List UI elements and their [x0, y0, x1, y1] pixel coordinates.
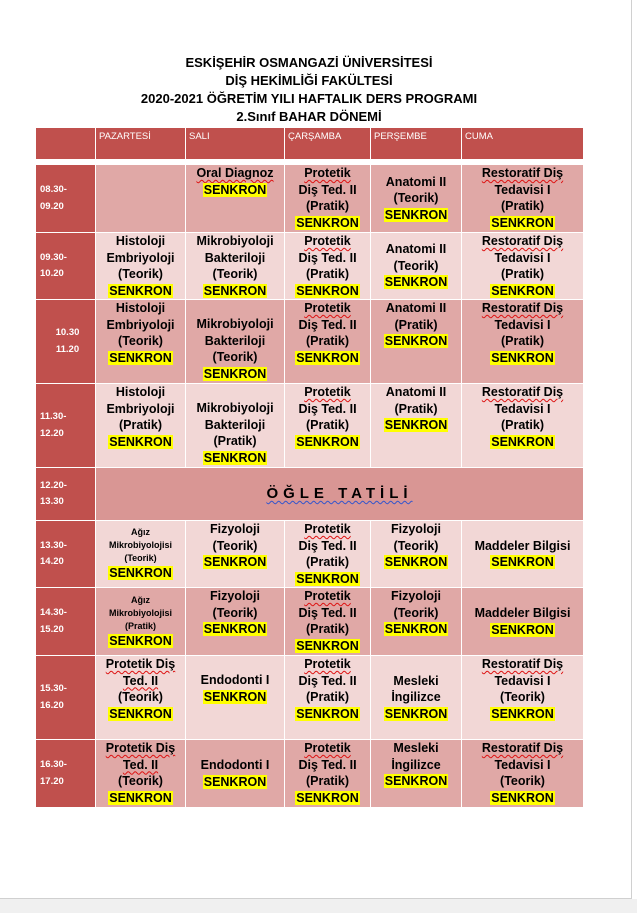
- course-line: (Pratik): [500, 199, 545, 213]
- course-line: Fizyoloji: [210, 522, 260, 536]
- course-line: Tedavisi I: [494, 182, 551, 197]
- senkron-badge: SENKRON: [296, 706, 359, 721]
- course-line: (Teorik): [393, 538, 439, 553]
- course-cell: [371, 656, 462, 740]
- senkron-badge: SENKRON: [491, 622, 554, 637]
- course-line: (Pratik): [305, 774, 350, 788]
- time-slot: 15.30- 16.20: [36, 656, 96, 740]
- day-header-cuma: CUMA: [462, 128, 584, 160]
- course-line: (Teorik): [212, 350, 258, 364]
- course-line: Maddeler Bilgisi: [474, 606, 571, 620]
- corner-cell: [36, 128, 96, 160]
- course-line: (Teorik): [212, 605, 258, 620]
- senkron-badge: SENKRON: [296, 434, 359, 449]
- senkron-badge: SENKRON: [296, 571, 359, 586]
- course-line: (Teorik): [500, 690, 545, 704]
- course-line: (Teorik): [393, 605, 439, 620]
- senkron-badge: SENKRON: [109, 790, 172, 805]
- course-cell: [371, 165, 462, 233]
- course-line: (Pratik): [394, 317, 438, 332]
- course-line: Mesleki: [393, 673, 439, 688]
- senkron-badge: SENKRON: [296, 638, 359, 653]
- senkron-badge: SENKRON: [203, 774, 267, 789]
- course-line: (Pratik): [213, 434, 257, 448]
- course-cell: [285, 656, 371, 740]
- course-line: (Pratik): [500, 418, 545, 432]
- course-line: Tedavisi I: [494, 757, 551, 772]
- course-cell: [186, 300, 285, 384]
- course-line: Mikrobiyolojisi: [108, 540, 172, 551]
- course-line: Fizyoloji: [391, 522, 441, 536]
- course-cell: [186, 233, 285, 300]
- course-cell: [186, 384, 285, 468]
- course-line: Anatomi II: [385, 385, 447, 399]
- course-line: Ted. II: [122, 757, 159, 772]
- course-line: İngilizce: [391, 757, 441, 772]
- course-line: Bakteriloji: [204, 333, 266, 348]
- course-line: Embriyoloji: [106, 250, 175, 265]
- course-line: Protetik: [304, 385, 351, 399]
- senkron-badge: SENKRON: [203, 689, 267, 704]
- senkron-badge: SENKRON: [491, 555, 554, 569]
- course-cell: [462, 300, 584, 384]
- course-line: Embriyoloji: [106, 317, 175, 332]
- senkron-badge: SENKRON: [296, 283, 359, 298]
- course-line: Restoratif Diş: [481, 166, 564, 180]
- course-line: (Teorik): [118, 334, 163, 348]
- course-cell: [285, 300, 371, 384]
- course-line: (Pratik): [305, 267, 350, 281]
- course-line: Protetik Diş: [105, 741, 176, 755]
- course-cell: [462, 656, 584, 740]
- course-line: İngilizce: [391, 690, 441, 705]
- senkron-badge: SENKRON: [109, 283, 172, 298]
- time-slot: 09.30- 10.20: [36, 233, 96, 300]
- senkron-badge: SENKRON: [491, 434, 554, 449]
- course-cell: [186, 165, 285, 233]
- course-cell: [462, 233, 584, 300]
- time-slot: 11.30- 12.20: [36, 384, 96, 468]
- course-line: Anatomi II: [385, 242, 447, 257]
- course-line: Protetik: [304, 522, 351, 536]
- course-line: Diş Ted. II: [298, 317, 357, 332]
- senkron-badge: SENKRON: [109, 633, 172, 648]
- course-line: (Pratik): [500, 267, 545, 281]
- course-line: Diş Ted. II: [298, 250, 357, 265]
- course-line: (Teorik): [212, 267, 258, 281]
- senkron-badge: SENKRON: [491, 350, 554, 365]
- course-line: Tedavisi I: [494, 401, 551, 416]
- course-line: (Teorik): [118, 267, 163, 281]
- course-line: Ted. II: [122, 673, 159, 688]
- course-cell: [96, 521, 186, 588]
- course-cell: [462, 521, 584, 588]
- senkron-badge: SENKRON: [203, 622, 267, 636]
- lunch-break: ÖĞLE TATİLİ: [96, 468, 584, 521]
- course-line: Bakteriloji: [204, 250, 266, 265]
- course-line: Mikrobiyoloji: [196, 317, 274, 331]
- course-line: Embriyoloji: [106, 401, 175, 416]
- senkron-badge: SENKRON: [384, 334, 448, 348]
- course-cell: [285, 165, 371, 233]
- course-line: (Teorik): [118, 690, 163, 704]
- course-line: (Pratik): [305, 555, 350, 569]
- course-line: (Teorik): [124, 553, 157, 564]
- time-slot: 14.30- 15.20: [36, 588, 96, 656]
- course-line: Restoratif Diş: [481, 741, 564, 755]
- course-line: (Teorik): [393, 258, 439, 273]
- course-line: Protetik: [304, 166, 351, 180]
- course-line: Diş Ted. II: [298, 401, 357, 416]
- course-line: (Pratik): [305, 418, 350, 432]
- course-cell: [285, 521, 371, 588]
- course-cell: [285, 588, 371, 656]
- course-line: (Pratik): [394, 401, 438, 416]
- senkron-badge: SENKRON: [491, 706, 554, 721]
- senkron-badge: SENKRON: [203, 366, 267, 381]
- senkron-badge: SENKRON: [109, 434, 172, 449]
- course-cell: [462, 384, 584, 468]
- day-header-persembe: PERŞEMBE: [371, 128, 462, 160]
- course-line: Diş Ted. II: [298, 182, 357, 197]
- senkron-badge: SENKRON: [296, 350, 359, 365]
- course-line: (Pratik): [500, 334, 545, 348]
- course-line: Protetik: [304, 301, 351, 315]
- course-line: Restoratif Diş: [481, 234, 564, 248]
- course-line: Protetik: [304, 741, 351, 755]
- course-cell: [96, 588, 186, 656]
- course-cell: [462, 165, 584, 233]
- empty-cell: [96, 165, 186, 233]
- university-title: ESKİŞEHİR OSMANGAZİ ÜNİVERSİTESİ: [185, 55, 433, 70]
- course-cell: [96, 233, 186, 300]
- time-slot: 16.30- 17.20: [36, 740, 96, 808]
- senkron-badge: SENKRON: [491, 283, 554, 298]
- course-line: Ağız: [131, 527, 150, 538]
- course-line: Histoloji: [115, 234, 166, 248]
- course-line: Diş Ted. II: [298, 757, 357, 772]
- course-name: Oral Diagnoz: [196, 166, 274, 180]
- course-cell: [96, 300, 186, 384]
- course-cell: [285, 384, 371, 468]
- senkron-badge: SENKRON: [384, 622, 448, 636]
- course-line: (Pratik): [118, 418, 163, 432]
- course-line: Diş Ted. II: [298, 673, 357, 688]
- course-cell: [462, 740, 584, 808]
- day-header-sali: SALI: [186, 128, 285, 160]
- course-line: Protetik: [304, 234, 351, 248]
- time-slot: 10.30 11.20: [36, 300, 96, 384]
- course-line: (Pratik): [305, 690, 350, 704]
- course-line: Tedavisi I: [494, 317, 551, 332]
- course-line: Endodonti I: [200, 758, 270, 772]
- status-bar: [0, 899, 637, 913]
- course-line: (Pratik): [305, 622, 350, 636]
- course-line: (Teorik): [393, 191, 439, 206]
- course-cell: [371, 588, 462, 656]
- course-line: Tedavisi I: [494, 250, 551, 265]
- course-line: Diş Ted. II: [298, 605, 357, 620]
- senkron-badge: SENKRON: [109, 350, 172, 365]
- faculty-title: DİŞ HEKİMLİĞİ FAKÜLTESİ: [225, 73, 393, 88]
- course-line: (Pratik): [305, 334, 350, 348]
- course-line: Bakteriloji: [204, 417, 266, 432]
- course-line: Protetik: [304, 589, 351, 603]
- course-cell: [462, 588, 584, 656]
- course-line: Restoratif Diş: [481, 657, 564, 671]
- time-slot: 12.20- 13.30: [36, 468, 96, 521]
- course-cell: [96, 656, 186, 740]
- course-line: Histoloji: [115, 385, 166, 399]
- senkron-badge: SENKRON: [203, 182, 267, 197]
- senkron-badge: SENKRON: [491, 215, 554, 230]
- course-line: (Pratik): [124, 620, 156, 631]
- course-line: (Teorik): [212, 538, 258, 553]
- day-header-pazartesi: PAZARTESİ: [96, 128, 186, 160]
- course-cell: [186, 521, 285, 588]
- semester-title: 2.Sınıf BAHAR DÖNEMİ: [236, 109, 382, 124]
- course-line: Diş Ted. II: [298, 538, 357, 553]
- course-cell: [285, 740, 371, 808]
- senkron-badge: SENKRON: [203, 450, 267, 465]
- course-line: Mikrobiyoloji: [196, 234, 274, 248]
- program-title: 2020-2021 ÖĞRETİM YILI HAFTALIK DERS PROGRAMI: [140, 91, 478, 106]
- senkron-badge: SENKRON: [491, 790, 554, 805]
- course-line: Ağız: [131, 594, 150, 605]
- senkron-badge: SENKRON: [296, 215, 359, 230]
- course-line: Protetik: [304, 657, 351, 671]
- course-line: Tedavisi I: [494, 673, 551, 688]
- course-line: Histoloji: [115, 301, 166, 315]
- day-header-carsamba: ÇARŞAMBA: [285, 128, 371, 160]
- senkron-badge: SENKRON: [109, 706, 172, 721]
- course-line: (Teorik): [500, 774, 545, 788]
- course-cell: [96, 740, 186, 808]
- course-line: Fizyoloji: [391, 589, 441, 603]
- senkron-badge: SENKRON: [203, 283, 267, 298]
- senkron-badge: SENKRON: [384, 207, 448, 222]
- senkron-badge: SENKRON: [384, 275, 448, 290]
- course-cell: [371, 233, 462, 300]
- course-cell: [186, 588, 285, 656]
- schedule-table: [35, 127, 584, 808]
- course-line: Mikrobiyoloji: [196, 401, 274, 415]
- course-line: (Teorik): [118, 774, 163, 788]
- time-slot: 13.30- 14.20: [36, 521, 96, 588]
- course-line: Anatomi II: [385, 174, 447, 189]
- course-line: Maddeler Bilgisi: [474, 538, 571, 553]
- course-line: Endodonti I: [200, 673, 270, 687]
- time-slot: 08.30- 09.20: [36, 165, 96, 233]
- course-cell: [371, 384, 462, 468]
- course-line: Mesleki: [393, 741, 439, 755]
- course-cell: [186, 656, 285, 740]
- course-cell: [371, 740, 462, 808]
- course-line: (Pratik): [305, 199, 350, 213]
- course-line: Fizyoloji: [210, 589, 260, 603]
- course-line: Protetik Diş: [105, 657, 176, 671]
- senkron-badge: SENKRON: [384, 774, 448, 788]
- senkron-badge: SENKRON: [384, 418, 448, 432]
- course-line: Restoratif Diş: [481, 385, 564, 399]
- course-cell: [96, 384, 186, 468]
- senkron-badge: SENKRON: [384, 706, 448, 721]
- course-cell: [186, 740, 285, 808]
- course-line: Anatomi II: [385, 301, 447, 315]
- course-line: Mikrobiyolojisi: [108, 607, 172, 618]
- course-cell: [285, 233, 371, 300]
- course-line: Restoratif Diş: [481, 301, 564, 315]
- course-cell: [371, 300, 462, 384]
- course-cell: [371, 521, 462, 588]
- senkron-badge: SENKRON: [109, 566, 172, 581]
- senkron-badge: SENKRON: [203, 555, 267, 569]
- senkron-badge: SENKRON: [296, 790, 359, 805]
- senkron-badge: SENKRON: [384, 555, 448, 569]
